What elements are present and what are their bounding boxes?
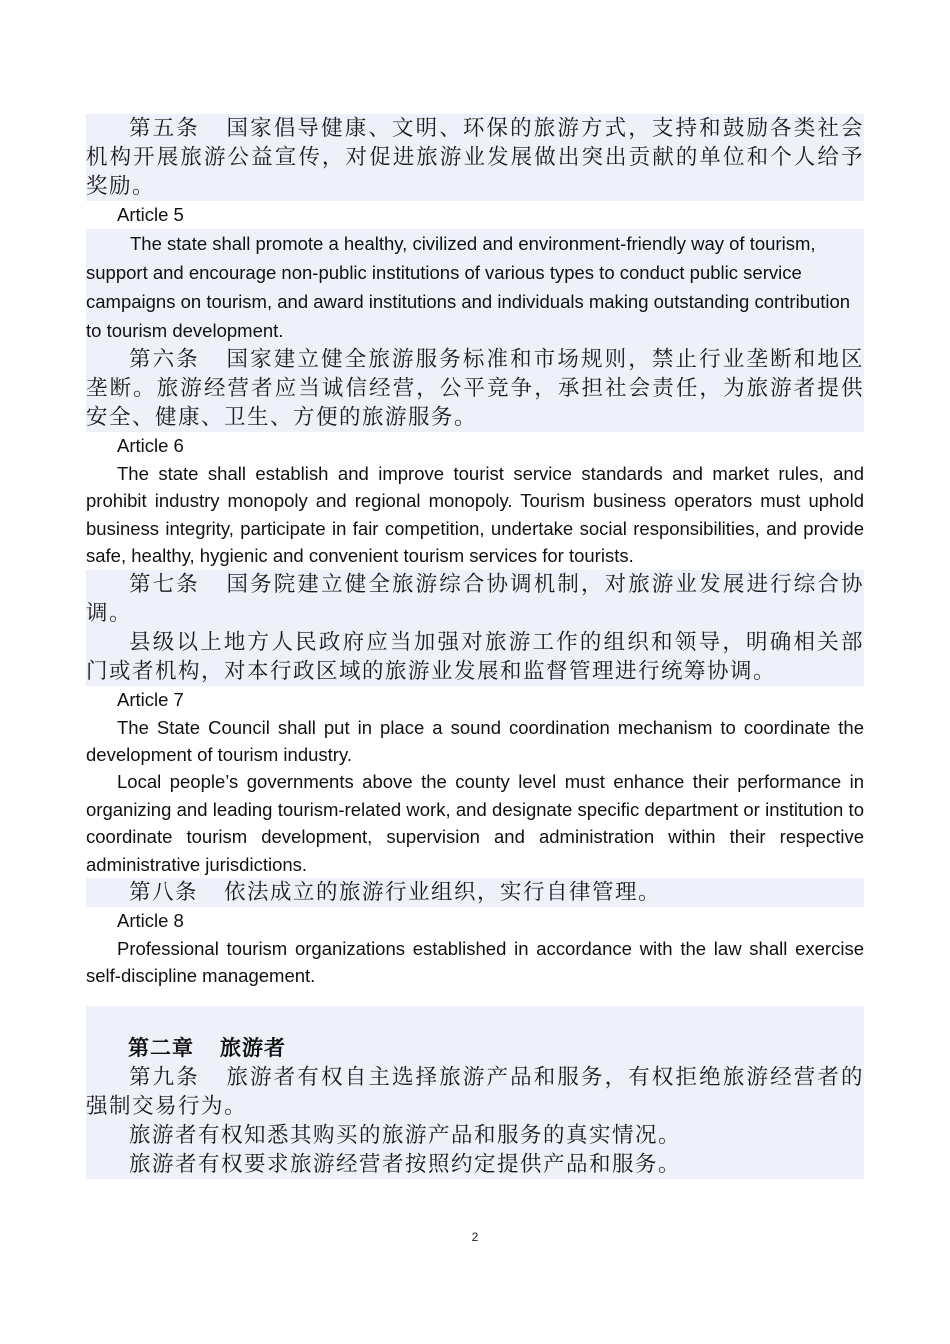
article-7-zh-paragraph-1	[86, 570, 864, 628]
article-6-zh	[86, 345, 864, 432]
article-7-en-text-2: Local people’s governments above the county level must enhance their performance in organizing and leading tourism-related work, and designate specific department or institution to coordinate tourism development, supervision and administration within their respective administrative jurisdictions.	[86, 771, 864, 875]
article-8-en-text: Professional tourism organizations established in accordance with the law shall exercise self-discipline management.	[86, 938, 864, 987]
article-5-zh-text: 国家倡导健康、文明、环保的旅游方式，支持和鼓励各类社会机构开展旅游公益宣传，对促进旅游业发展做出突出贡献的单位和个人给予奖励。	[86, 116, 864, 199]
article-7-zh-paragraph-2: 县级以上地方人民政府应当加强对旅游工作的组织和领导，明确相关部门或者机构，对本行政区域的旅游业发展和监督管理进行统筹协调。	[86, 629, 864, 684]
chapter-2-title	[86, 1034, 864, 1063]
article-9-zh-label: 第九条	[129, 1064, 200, 1090]
article-7-en-heading: Article 7	[117, 688, 184, 710]
article-9-zh-paragraph-3: 旅游者有权要求旅游经营者按照约定提供产品和服务。	[129, 1151, 682, 1177]
article-5-zh	[86, 114, 864, 201]
article-9-zh-paragraph-2: 旅游者有权知悉其购买的旅游产品和服务的真实情况。	[129, 1122, 682, 1148]
article-8-en-heading: Article 8	[117, 910, 184, 932]
chapter-2-label: 第二章	[128, 1035, 194, 1060]
article-7-zh-label: 第七条	[129, 571, 200, 597]
article-7-en-text-1: The State Council shall put in place a sound coordination mechanism to coordinate the development of tourism industry.	[86, 716, 864, 766]
article-7-zh-text-1: 国务院建立健全旅游综合协调机制，对旅游业发展进行综合协调。	[86, 571, 864, 626]
article-6-en-text: The state shall establish and improve tourist service standards and market rules, and prohibit industry monopoly and regional monopoly. Tourism business operators must uphold business integrity, participate in fair competition, undertake social responsibilities, and provide safe, healthy, hygienic and convenient tourism services for tourists.	[86, 463, 864, 567]
chapter-2-block	[86, 1006, 864, 1179]
article-5-zh-paragraph	[86, 114, 864, 201]
article-8-zh-text: 依法成立的旅游行业组织，实行自律管理。	[224, 880, 662, 906]
article-8-zh-label: 第八条	[129, 880, 199, 906]
article-9-zh-paragraph-1	[86, 1063, 864, 1121]
article-5-zh-label: 第五条	[129, 116, 200, 141]
document-page	[86, 114, 864, 1179]
article-8-zh	[86, 878, 864, 907]
page-number: 2	[471, 1230, 479, 1244]
article-8-zh-paragraph	[86, 878, 864, 907]
chapter-2-name: 旅游者	[220, 1035, 286, 1060]
article-6-en-heading: Article 6	[117, 435, 184, 456]
article-9-zh-text-1: 旅游者有权自主选择旅游产品和服务，有权拒绝旅游经营者的强制交易行为。	[86, 1064, 864, 1119]
article-6-zh-label: 第六条	[129, 347, 200, 372]
article-5-en-heading: Article 5	[117, 204, 184, 225]
article-7-zh	[86, 570, 864, 686]
article-5-en-text: The state shall promote a healthy, civilized and environment-friendly way of tourism, support and encourage non-public institutions of various types to conduct public service campaigns on tourism, and award institutions and individuals making outstanding contribution to tourism development.	[86, 229, 864, 345]
article-6-zh-text: 国家建立健全旅游服务标准和市场规则，禁止行业垄断和地区垄断。旅游经营者应当诚信经营，公平竞争，承担社会责任，为旅游者提供安全、健康、卫生、方便的旅游服务。	[86, 347, 864, 430]
article-6-zh-paragraph	[86, 345, 864, 432]
